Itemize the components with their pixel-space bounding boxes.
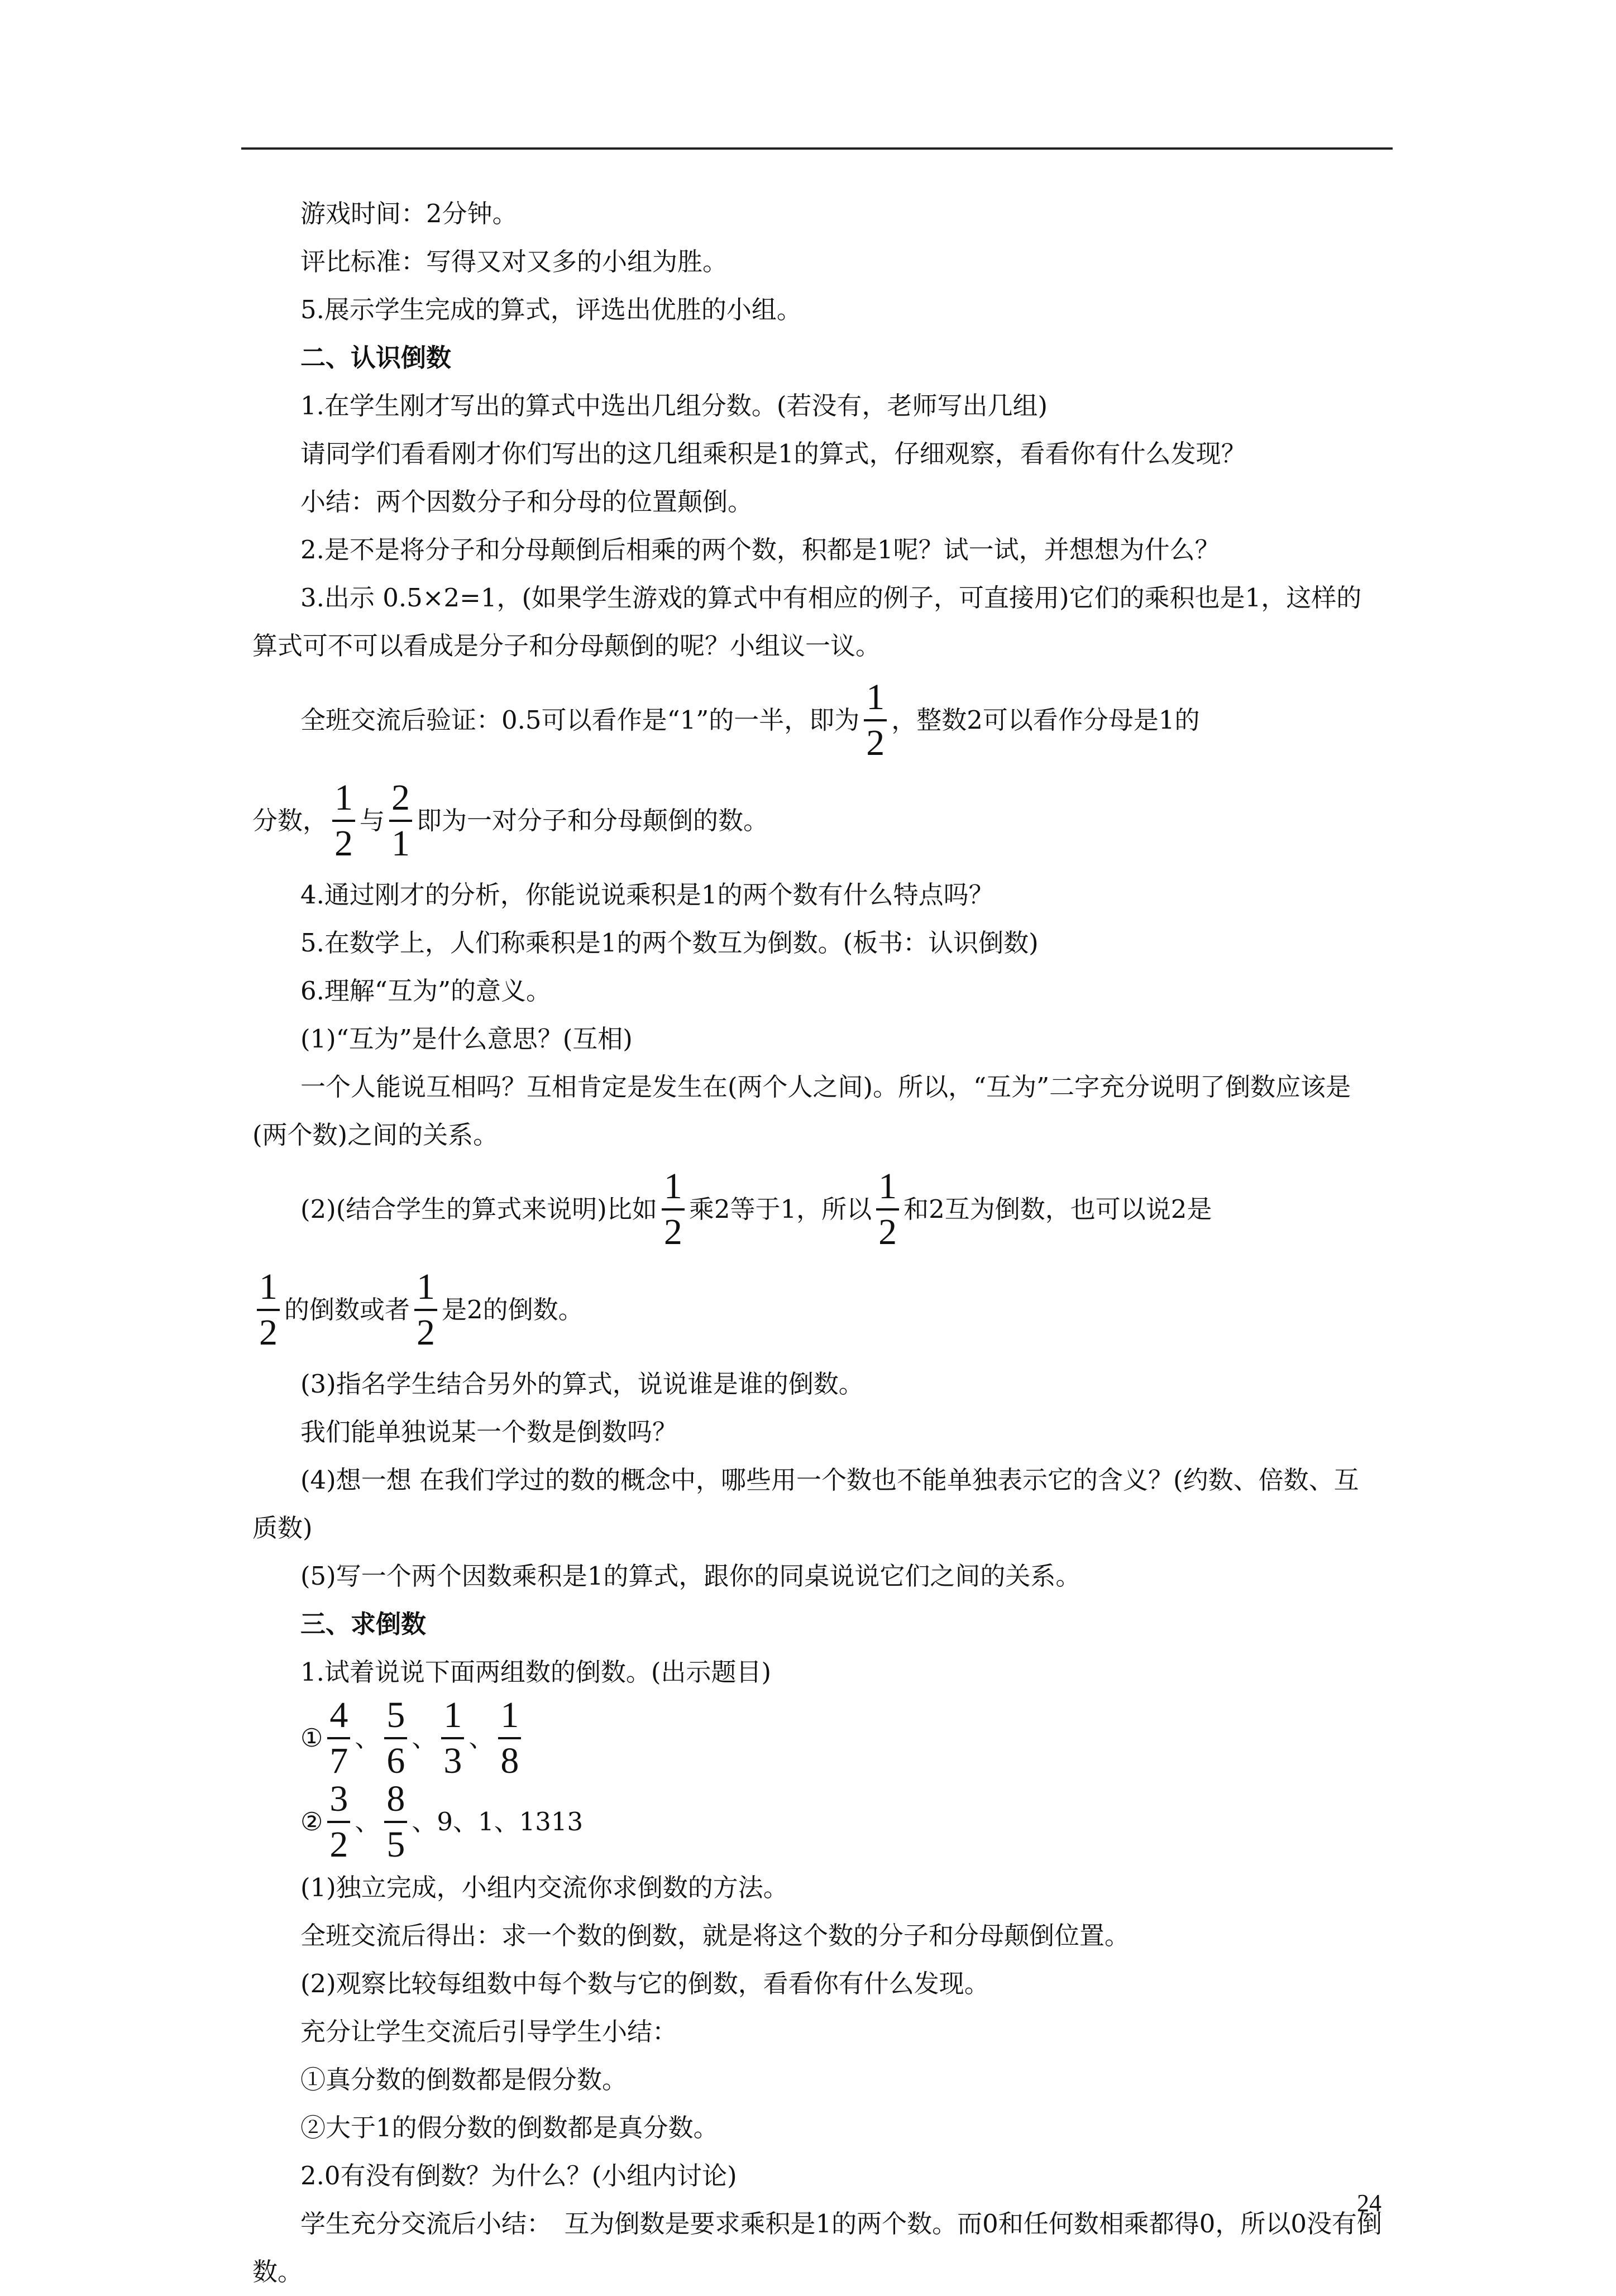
denominator: 1	[391, 823, 410, 864]
denominator: 3	[443, 1740, 462, 1781]
denominator: 6	[386, 1740, 405, 1781]
fraction	[876, 1168, 899, 1251]
paragraph: 一个人能说互相吗？互相肯定是发生在(两个人之间)。所以，“互为”二字充分说明了倒数应该是(两个数)之间的关系。	[252, 1072, 1351, 1150]
paragraph: 学生充分交流后小结： 互为倒数是要求乘积是1的两个数。而0和任何数相乘都得0，所以0没有倒数。	[252, 2209, 1383, 2287]
fraction	[257, 1266, 280, 1353]
paragraph: (1)“互为”是什么意思？(互相)	[300, 1024, 633, 1054]
denominator: 8	[500, 1740, 519, 1781]
section-heading: 二、认识倒数	[300, 343, 452, 372]
text-run: ，整数2可以看作分母是1的	[891, 705, 1200, 735]
page-number: 24	[1357, 2189, 1381, 2217]
numerator: 4	[329, 1695, 348, 1735]
text-run: 与	[360, 806, 385, 835]
paragraph: 6.理解“互为”的意义。	[300, 976, 551, 1006]
paragraph: ①真分数的倒数都是假分数。	[300, 2065, 628, 2094]
separator: 、	[412, 1723, 437, 1753]
denominator: 2	[334, 823, 353, 864]
denominator: 7	[329, 1740, 348, 1781]
fraction	[327, 1778, 350, 1865]
denominator: 2	[878, 1212, 897, 1252]
paragraph: 4.通过刚才的分析，你能说说乘积是1的两个数有什么特点吗？	[300, 880, 994, 910]
group-label: ①	[300, 1723, 323, 1753]
paragraph: 全班交流后得出：求一个数的倒数，就是将这个数的分子和分母颠倒位置。	[300, 1921, 1130, 1950]
separator: 、	[355, 1807, 380, 1836]
numerator: 5	[386, 1695, 405, 1735]
text-run: 的倒数或者	[284, 1295, 410, 1324]
denominator: 2	[329, 1824, 348, 1865]
fraction-group-2	[252, 1780, 1383, 1864]
paragraph: 3.出示 0.5×2=1，(如果学生游戏的算式中有相应的例子，可直接用)它们的乘积也是1，这样的算式可不可以看成是分子和分母颠倒的呢？小组议一议。	[252, 583, 1362, 661]
numerator: 1	[866, 677, 885, 718]
paragraph-with-fraction	[252, 670, 1383, 771]
section-heading: 三、求倒数	[300, 1609, 427, 1639]
numerator: 1	[417, 1266, 436, 1307]
paragraph-with-fraction	[252, 771, 1383, 871]
group-label: ②	[300, 1807, 323, 1836]
paragraph: 小结：两个因数分子和分母的位置颠倒。	[300, 487, 753, 516]
numerator: 1	[334, 777, 353, 818]
header-rule	[241, 147, 1393, 150]
text-run: (2)(结合学生的算式来说明)比如	[300, 1194, 657, 1224]
fraction	[662, 1168, 685, 1251]
numerator: 8	[386, 1778, 405, 1819]
fraction-group-1	[252, 1696, 1383, 1780]
fraction	[498, 1697, 521, 1780]
paragraph: 评比标准：写得又对又多的小组为胜。	[300, 247, 728, 276]
text-run: 分数，	[252, 806, 328, 835]
paragraph: 2.0有没有倒数？为什么？(小组内讨论)	[300, 2161, 737, 2190]
fraction	[389, 779, 412, 862]
paragraph: 1.在学生刚才写出的算式中选出几组分数。(若没有，老师写出几组)	[300, 391, 1048, 420]
fraction	[384, 1697, 407, 1780]
denominator: 2	[663, 1212, 682, 1252]
paragraph: 我们能单独说某一个数是倒数吗？	[300, 1417, 678, 1447]
paragraph: 5.在数学上，人们称乘积是1的两个数互为倒数。(板书：认识倒数)	[300, 928, 1039, 958]
paragraph: (1)独立完成，小组内交流你求倒数的方法。	[300, 1873, 788, 1902]
text-run: 、9、1、1313	[412, 1807, 584, 1836]
separator: 、	[355, 1723, 380, 1753]
fraction	[441, 1697, 464, 1780]
fraction	[384, 1778, 407, 1865]
paragraph: 5.展示学生完成的算式，评选出优胜的小组。	[300, 295, 802, 324]
numerator: 1	[259, 1266, 278, 1307]
paragraph: (2)观察比较每组数中每个数与它的倒数，看看你有什么发现。	[300, 1969, 989, 1998]
numerator: 1	[878, 1166, 897, 1207]
numerator: 3	[329, 1778, 348, 1819]
numerator: 1	[500, 1695, 519, 1735]
paragraph: 请同学们看看刚才你们写出的这几组乘积是1的算式，仔细观察，看看你有什么发现？	[300, 439, 1246, 468]
text-run: 乘2等于1，所以	[689, 1194, 872, 1224]
paragraph: (4)想一想 在我们学过的数的概念中，哪些用一个数也不能单独表示它的含义？(约数、倍数、互质数)	[252, 1465, 1359, 1543]
paragraph: (5)写一个两个因数乘积是1的算式，跟你的同桌说说它们之间的关系。	[300, 1561, 1081, 1591]
paragraph-with-fraction	[252, 1159, 1383, 1260]
fraction	[327, 1697, 350, 1780]
numerator: 2	[391, 777, 410, 818]
denominator: 2	[866, 723, 885, 763]
denominator: 5	[386, 1824, 405, 1865]
paragraph: 1.试着说说下面两组数的倒数。(出示题目)	[300, 1657, 772, 1687]
text-run: 是2的倒数。	[442, 1295, 584, 1324]
paragraph: 2.是不是将分子和分母颠倒后相乘的两个数，积都是1呢？试一试，并想想为什么？	[300, 535, 1220, 565]
text-run: 即为一对分子和分母颠倒的数。	[417, 806, 769, 835]
paragraph: 充分让学生交流后引导学生小结：	[300, 2017, 678, 2046]
paragraph: 游戏时间：2分钟。	[300, 199, 518, 228]
numerator: 1	[663, 1166, 682, 1207]
fraction	[332, 779, 355, 862]
denominator: 2	[259, 1312, 278, 1353]
document-body	[252, 190, 1383, 2296]
text-run: 全班交流后验证：0.5可以看作是“1”的一半，即为	[300, 705, 860, 735]
paragraph: ②大于1的假分数的倒数都是真分数。	[300, 2113, 719, 2142]
numerator: 1	[443, 1695, 462, 1735]
denominator: 2	[417, 1312, 436, 1353]
fraction	[864, 679, 887, 762]
text-run: 和2互为倒数，也可以说2是	[903, 1194, 1212, 1224]
separator: 、	[468, 1723, 494, 1753]
paragraph-with-fraction	[252, 1260, 1383, 1360]
paragraph: (3)指名学生结合另外的算式，说说谁是谁的倒数。	[300, 1369, 864, 1399]
fraction	[414, 1266, 437, 1353]
